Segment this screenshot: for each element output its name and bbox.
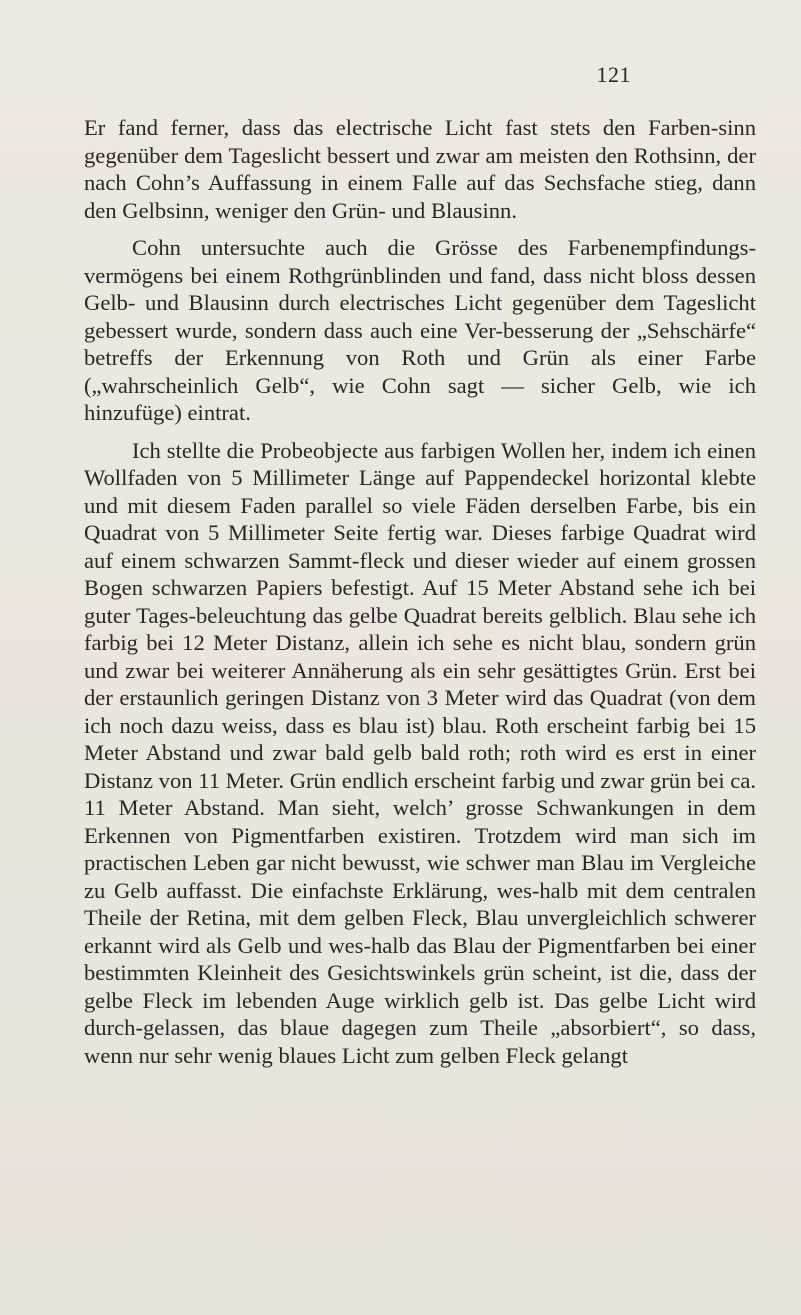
page-number: 121 bbox=[596, 62, 631, 87]
paragraph-2: Cohn untersuchte auch die Grösse des Farbenempfindungs-vermögens bei einem Rothgrünblinden und fand, dass nicht bloss dessen Gelb- und Blausinn durch electrisches Licht gegenüber dem Tageslicht gebessert wurde, sondern dass auch eine Ver-besserung der „Sehschärfe“ betreffs der Erkennung von Roth und Grün als einer Farbe („wahrscheinlich Gelb“, wie Cohn sagt — sicher Gelb, wie ich hinzufüge) eintrat. bbox=[84, 235, 756, 425]
body-text bbox=[84, 114, 756, 1069]
paragraph-1: Er fand ferner, dass das electrische Licht fast stets den Farben-sinn gegenüber dem Tageslicht bessert und zwar am meisten den Rothsinn, der nach Cohn’s Auffassung in einem Falle auf das Sechsfache stieg, dann den Gelbsinn, weniger den Grün- und Blausinn. bbox=[84, 115, 756, 223]
paragraph-3: Ich stellte die Probeobjecte aus farbigen Wollen her, indem ich einen Wollfaden von 5 Millimeter Länge auf Pappendeckel horizontal klebte und mit diesem Faden parallel so viele Fäden derselben Farbe, bis ein Quadrat von 5 Millimeter Seite fertig war. Dieses farbige Quadrat wird auf einem schwarzen Sammt-fleck und dieser wieder auf einem grossen Bogen schwarzen Papiers befestigt. Auf 15 Meter Abstand sehe ich bei guter Tages-beleuchtung das gelbe Quadrat bereits gelblich. Blau sehe ich farbig bei 12 Meter Distanz, allein ich sehe es nicht blau, sondern grün und zwar bei weiterer Annäherung als ein sehr gesättigtes Grün. Erst bei der erstaunlich geringen Distanz von 3 Meter wird das Quadrat (von dem ich noch dazu weiss, dass es blau ist) blau. Roth erscheint farbig bei 15 Meter Abstand und zwar bald gelb bald roth; roth wird es erst in einer Distanz von 11 Meter. Grün endlich erscheint farbig und zwar grün bei ca. 11 Meter Abstand. Man sieht, welch’ grosse Schwankungen in dem Erkennen von Pigmentfarben existiren. Trotzdem wird man sich im practischen Leben gar nicht bewusst, wie schwer man Blau im Vergleiche zu Gelb auffasst. Die einfachste Erklärung, wes-halb mit dem centralen Theile der Retina, mit dem gelben Fleck, Blau unvergleichlich schwerer erkannt wird als Gelb und wes-halb das Blau der Pigmentfarben bei einer bestimmten Kleinheit des Gesichtswinkels grün scheint, ist die, dass der gelbe Fleck im lebenden Auge wirklich gelb ist. Das gelbe Licht wird durch-gelassen, das blaue dagegen zum Theile „absorbiert“, so dass, wenn nur sehr wenig blaues Licht zum gelben Fleck gelangt bbox=[84, 437, 756, 1068]
